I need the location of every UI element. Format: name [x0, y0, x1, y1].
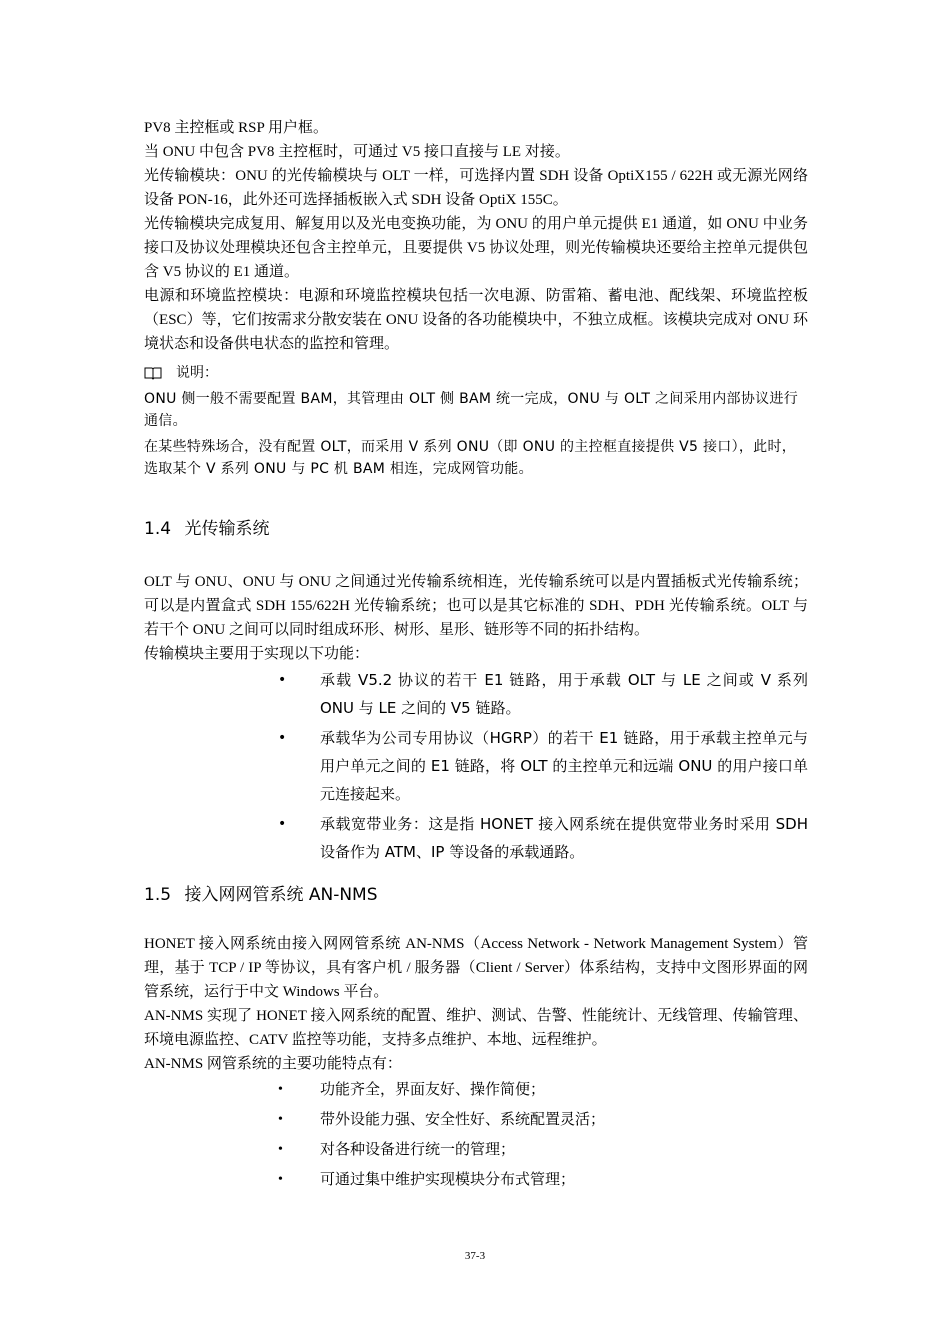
paragraph: 传输模块主要用于实现以下功能： [144, 646, 370, 662]
paragraph: 当 ONU 中包含 PV8 主控框时，可通过 V5 接口直接与 LE 对接。 [144, 144, 570, 160]
list-item-text: 功能齐全，界面友好、操作简便； [320, 1082, 546, 1098]
note-text: ONU 侧一般不需要配置 BAM，其管理由 OLT 侧 BAM 统一完成，ONU 与 OLT 之间采用内部协议进行通信。 [144, 391, 799, 429]
paragraph: 光传输模块：ONU 的光传输模块与 OLT 一样，可选择内置 SDH 设备 OptiX155 / 622H 或无源光网络设备 PON-16，此外还可选择插板嵌入式 SDH 设备 OptiX 155C。 [144, 168, 808, 208]
note-text: 在某些特殊场合，没有配置 OLT，而采用 V 系列 ONU（即 ONU 的主控框直接提供 V5 接口），此时，选取某个 V 系列 ONU 与 PC 机 BAM 相连，完成网管功能。 [144, 439, 797, 477]
list-item-text: 承载华为公司专用协议（HGRP）的若干 E1 链路，用于承载主控单元与用户单元之间的 E1 链路，将 OLT 的主控单元和远端 ONU 的用户接口单元连接起来。 [320, 729, 808, 803]
note-header [144, 362, 808, 384]
list-item-text: 可通过集中维护实现模块分布式管理； [320, 1172, 576, 1188]
bullet-icon: • [278, 1082, 283, 1097]
list-item [278, 724, 808, 808]
book-icon [144, 366, 162, 380]
bullet-icon: • [278, 816, 287, 832]
list-item [278, 1106, 808, 1134]
list-item [278, 666, 808, 722]
paragraph: 光传输模块完成复用、解复用以及光电变换功能，为 ONU 的用户单元提供 E1 通道，如 ONU 中业务接口及协议处理模块还包含主控单元，且要提供 V5 协议处理，则光传输模块还要给主控单元提供包含 V5 协议的 E1 通道。 [144, 216, 808, 280]
paragraph: HONET 接入网系统由接入网网管系统 AN-NMS（Access Network - Network Management System）管理，基于 TCP / IP 等协议，具有客户机 / 服务器（Client / Server）体系结构，支持中文图形界面的网管系统，运行于中文 Windows 平台。 [144, 936, 808, 1000]
bullet-icon: • [278, 1172, 283, 1187]
list-item [278, 810, 808, 866]
section-title: 接入网网管系统 AN-NMS [184, 885, 378, 905]
list-item-text: 承载宽带业务：这是指 HONET 接入网系统在提供宽带业务时采用 SDH 设备作为 ATM、IP 等设备的承载通路。 [320, 815, 808, 861]
paragraph: AN-NMS 实现了 HONET 接入网系统的配置、维护、测试、告警、性能统计、无线管理、传输管理、环境电源监控、CATV 监控等功能，支持多点维护、本地、远程维护。 [144, 1008, 808, 1048]
bullet-list [144, 1076, 808, 1194]
paragraph: PV8 主控框或 RSP 用户框。 [144, 120, 329, 136]
bullet-icon: • [278, 1142, 283, 1157]
list-item-text: 对各种设备进行统一的管理； [320, 1142, 516, 1158]
paragraph: OLT 与 ONU、ONU 与 ONU 之间通过光传输系统相连，光传输系统可以是内置插板式光传输系统；可以是内置盒式 SDH 155/622H 光传输系统；也可以是其它标准的 SDH、PDH 光传输系统。OLT 与若干个 ONU 之间可以同时组成环形、树形、星形、链形等不同的拓扑结构。 [144, 574, 808, 638]
section-heading [144, 882, 808, 908]
section-number: 1.5 [144, 885, 172, 905]
page-content [144, 116, 808, 1196]
page-number: 37-3 [464, 1250, 486, 1262]
paragraph: 电源和环境监控模块：电源和环境监控模块包括一次电源、防雷箱、蓄电池、配线架、环境监控板（ESC）等，它们按需求分散安装在 ONU 设备的各功能模块中，不独立成框。该模块完成对 ONU 环境状态和设备供电状态的监控和管理。 [144, 288, 808, 352]
section-number: 1.4 [144, 519, 172, 539]
bullet-icon: • [278, 1112, 283, 1127]
section-title: 光传输系统 [184, 519, 270, 539]
list-item [278, 1136, 808, 1164]
list-item-text: 承载 V5.2 协议的若干 E1 链路，用于承载 OLT 与 LE 之间或 V 系列 ONU 与 LE 之间的 V5 链路。 [320, 671, 808, 717]
bullet-list [144, 666, 808, 866]
list-item-text: 带外设能力强、安全性好、系统配置灵活； [320, 1112, 606, 1128]
bullet-icon: • [278, 672, 287, 688]
list-item [278, 1166, 808, 1194]
note-label: 说明： [176, 365, 218, 381]
section-heading [144, 516, 808, 542]
paragraph: AN-NMS 网管系统的主要功能特点有： [144, 1056, 402, 1072]
bullet-icon: • [278, 730, 287, 746]
list-item [278, 1076, 808, 1104]
